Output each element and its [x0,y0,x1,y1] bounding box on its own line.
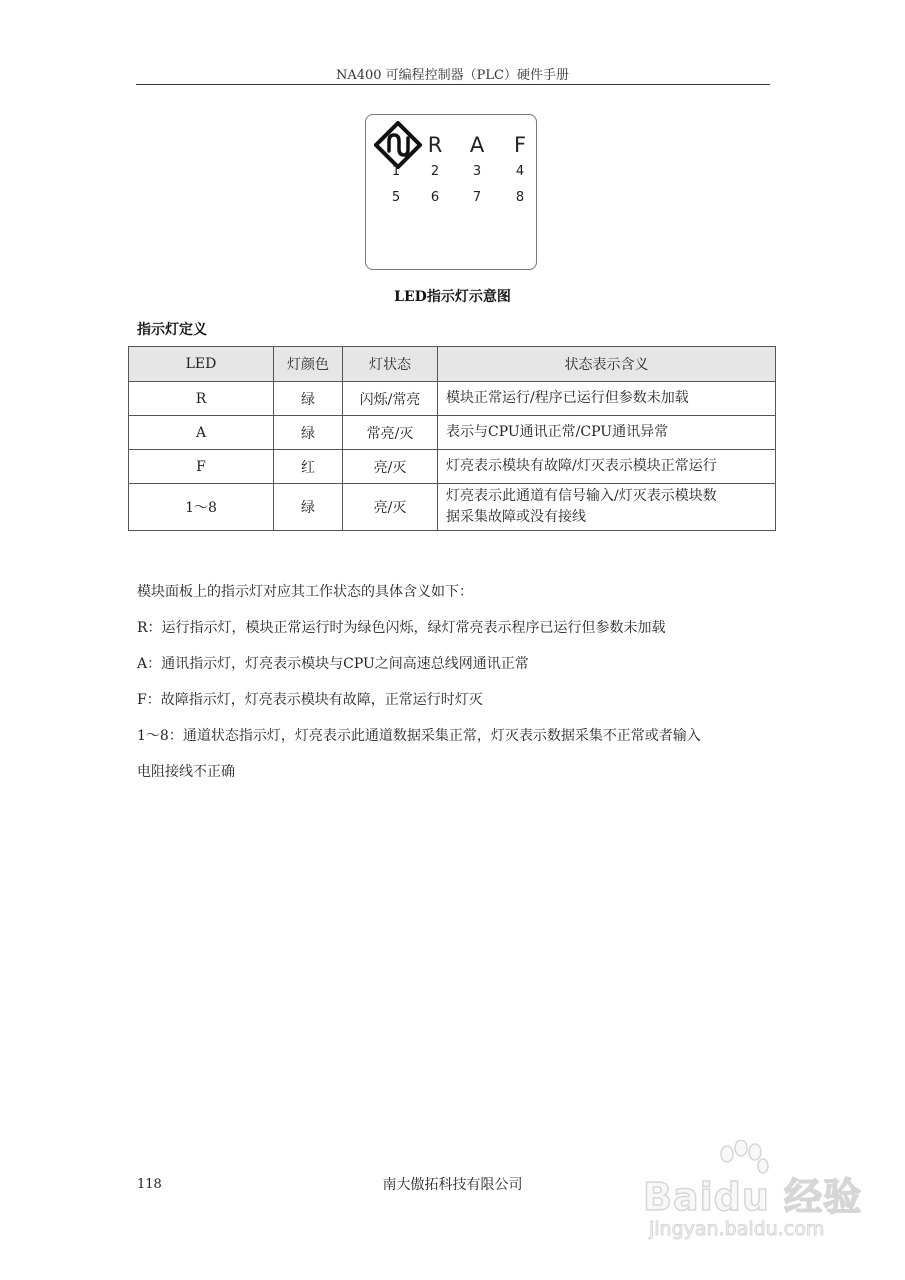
led-channel-3: 3 [472,164,482,179]
channel-description: 1～8：通道状态指示灯，灯亮表示此通道数据采集正常，灯灭表示数据采集不正常或者输入 [137,728,701,744]
led-channel-8: 8 [515,190,525,205]
table-row [129,450,776,484]
baidu-watermark [643,1140,893,1250]
table-row [129,484,776,531]
cell-meaning-line: 据采集故障或没有接线 [446,509,586,525]
led-channel-6: 6 [430,190,440,205]
f-description: F：故障指示灯，灯亮表示模块有故障，正常运行时灯灭 [137,692,483,708]
led-label-r: R [427,133,443,157]
cell-led: A [129,416,274,450]
cell-state: 亮/灭 [343,484,438,531]
led-label-a: A [469,133,485,157]
watermark-brand: Baidu 经验 [643,1175,863,1219]
cell-meaning: 灯亮表示模块有故障/灯灭表示模块正常运行 [438,450,776,484]
a-description: A：通讯指示灯，灯亮表示模块与CPU之间高速总线网通讯正常 [137,656,529,672]
led-label-f: F [513,133,527,157]
figure-caption: LED指示灯示意图 [394,289,511,305]
cell-state: 亮/灭 [343,450,438,484]
cell-meaning [438,484,776,531]
nanda-aotuo-logo-icon [374,121,422,169]
table-header-row [129,347,776,382]
led-channel-1: 1 [391,164,401,179]
r-description: R：运行指示灯，模块正常运行时为绿色闪烁，绿灯常亮表示程序已运行但参数未加载 [137,620,666,636]
led-channel-2: 2 [430,164,440,179]
watermark-url: jingyan.baidu.com [649,1218,825,1240]
cell-meaning: 表示与CPU通讯正常/CPU通讯异常 [438,416,776,450]
cell-color: 绿 [274,416,343,450]
cell-led: F [129,450,274,484]
led-channel-4: 4 [515,164,525,179]
page-number: 118 [137,1177,162,1192]
led-definition-table [128,346,776,531]
led-channel-5: 5 [391,190,401,205]
column-header-meaning: 状态表示含义 [438,347,776,382]
cell-meaning: 模块正常运行/程序已运行但参数未加载 [438,382,776,416]
cell-meaning-line: 灯亮表示此通道有信号输入/灯灭表示模块数 [446,488,717,504]
column-header-color: 灯颜色 [274,347,343,382]
cell-state: 闪烁/常亮 [343,382,438,416]
column-header-led: LED [129,347,274,382]
channel-description-cont: 电阻接线不正确 [137,764,235,780]
table-row [129,382,776,416]
cell-state: 常亮/灭 [343,416,438,450]
header-title: NA400 可编程控制器（PLC）硬件手册 [335,68,570,83]
cell-color: 绿 [274,382,343,416]
cell-led: R [129,382,274,416]
cell-led: 1～8 [129,484,274,531]
led-panel-diagram [365,114,537,270]
cell-color: 红 [274,450,343,484]
table-row [129,416,776,450]
footer-company: 南大傲拓科技有限公司 [382,1177,523,1193]
column-header-state: 灯状态 [343,347,438,382]
section-title: 指示灯定义 [137,322,207,338]
header-rule [136,84,770,85]
led-channel-7: 7 [472,190,482,205]
intro-paragraph: 模块面板上的指示灯对应其工作状态的具体含义如下： [137,584,473,600]
cell-color: 绿 [274,484,343,531]
